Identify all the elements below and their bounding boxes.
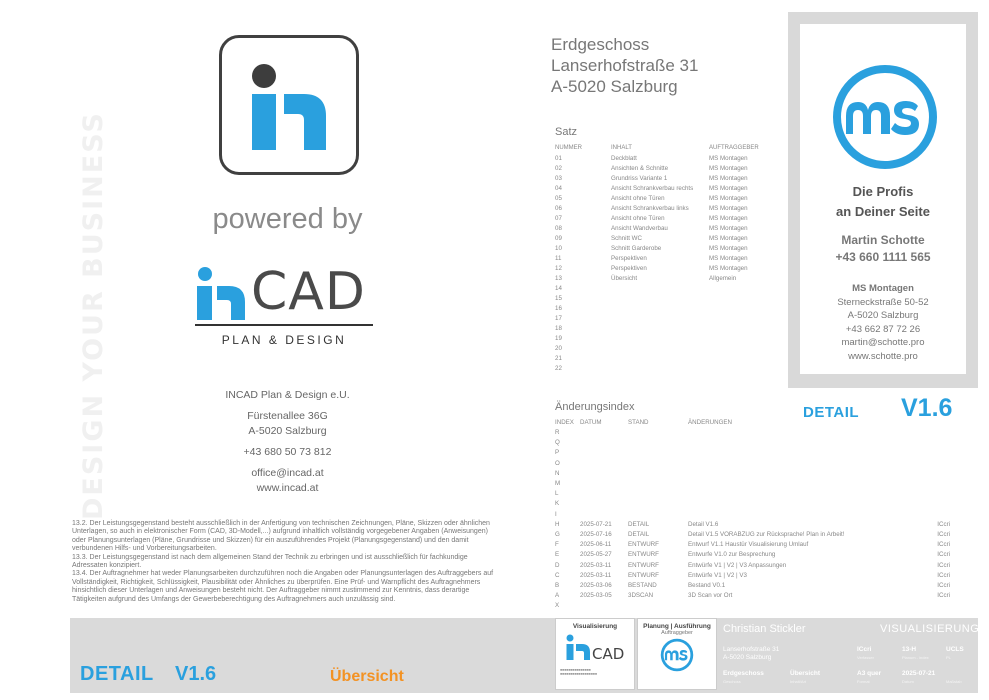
card-company-email: martin@schotte.pro xyxy=(841,337,925,348)
satz-cell: MS Montagen xyxy=(709,265,748,272)
aenderung-header-date: DATUM xyxy=(580,419,602,426)
footer-planung-box xyxy=(637,618,717,690)
footer-format-sub: Format xyxy=(857,679,870,684)
satz-title: Satz xyxy=(555,126,578,138)
aenderung-cell: B xyxy=(555,582,560,589)
card-slogan-line: Die Profis xyxy=(852,184,914,199)
company-email: office@incad.at xyxy=(251,467,324,479)
footer-scale-sub: Maßstab xyxy=(946,679,962,684)
footer-ucls-sub: PL xyxy=(946,655,951,660)
satz-cell: Schnitt WC xyxy=(611,235,642,242)
satz-cell: 13 xyxy=(555,275,562,282)
aenderung-cell: E xyxy=(555,551,560,559)
aenderung-row xyxy=(555,531,950,541)
aenderung-cell: 2025-06-11 xyxy=(580,541,612,549)
aenderung-cell: ICcri xyxy=(937,582,950,589)
aenderung-cell: F xyxy=(555,541,559,549)
footer-author-code-sub: Verfasser xyxy=(857,655,874,660)
aenderung-cell: ICcri xyxy=(937,571,950,579)
footer-plan-type: VISUALISIERUNG xyxy=(880,623,980,635)
aenderung-cell: Entwurfe V1.0 zur Besprechung xyxy=(688,551,776,559)
company-city: A-5020 Salzburg xyxy=(248,425,327,437)
company-phone: +43 680 50 73 812 xyxy=(243,446,332,458)
footer-floor: Erdgeschoss xyxy=(723,670,764,677)
card-company-street: Sterneckstraße 50-52 xyxy=(837,296,929,308)
footer-date: 2025-07-21 xyxy=(902,670,936,677)
aenderung-row xyxy=(555,449,950,459)
satz-cell: 04 xyxy=(555,185,562,192)
satz-cell: Perspektiven xyxy=(611,255,647,262)
company-contact xyxy=(170,388,405,496)
aenderung-row xyxy=(555,602,950,612)
satz-cell: Ansicht Wandverbau xyxy=(611,225,668,232)
aenderung-cell: K xyxy=(555,500,560,508)
footer-author-name: Christian Stickler xyxy=(723,623,806,635)
card-slogan-line: an Deiner Seite xyxy=(836,204,930,219)
satz-header-client: AUFTRAGGEBER xyxy=(709,145,759,151)
aenderung-cell: Detail V1.5 VORABZUG zur Rücksprache! Plan in Arbeit! xyxy=(688,531,845,538)
aenderung-cell: ICcri xyxy=(937,531,950,538)
legal-line: Unterlagen, so auch in elektronischer Form (CAD, 3D-Modell,...) aufgrund inhaltlich vollständig vorgegebener Angaben (Anweisungen) xyxy=(72,528,488,536)
satz-cell: Ansicht Schrankverbau links xyxy=(611,205,689,212)
satz-cell: 18 xyxy=(555,325,562,332)
aenderung-cell: D xyxy=(555,561,560,569)
aenderung-cell: ICcri xyxy=(937,541,950,549)
incad-tagline: PLAN & DESIGN xyxy=(221,333,347,347)
satz-cell: 14 xyxy=(555,285,562,292)
satz-cell: 15 xyxy=(555,295,562,302)
incad-divider xyxy=(195,324,373,326)
project-floor: Erdgeschoss xyxy=(551,35,650,54)
footer-floor-sub: Geschoss xyxy=(723,679,741,684)
aenderung-row xyxy=(555,490,950,500)
aenderung-cell: ICcri xyxy=(937,551,950,559)
footer-version-label: V1.6 xyxy=(175,663,217,685)
satz-cell: 19 xyxy=(555,335,562,342)
aenderung-row xyxy=(555,592,950,602)
aenderung-cell: DETAIL xyxy=(628,520,650,528)
incad-small-logo-icon xyxy=(565,633,625,663)
satz-cell: 20 xyxy=(555,345,562,352)
aenderung-header-state: STAND xyxy=(628,419,649,426)
aenderung-row xyxy=(555,562,950,572)
company-street: Fürstenallee 36G xyxy=(247,410,328,422)
legal-line: 13.2. Der Leistungsgegenstand besteht ausschließlich in der Anfertigung von technischen Zeichnungen, Pläne, Skizzen oder ähnlichen xyxy=(72,520,490,527)
satz-cell: Schnitt Garderobe xyxy=(611,245,662,252)
aenderung-cell: Entwürfe V1 | V2 | V3 xyxy=(688,571,747,579)
aenderung-cell: 2025-03-06 xyxy=(580,582,612,589)
version-label: V1.6 xyxy=(901,394,953,422)
card-company-web: www.schotte.pro xyxy=(848,350,918,362)
aenderung-header-index: INDEX xyxy=(555,419,574,426)
aenderung-cell: 2025-03-11 xyxy=(580,571,612,579)
footer-plan-index-sub: Planum - index xyxy=(902,655,929,660)
project-address xyxy=(551,34,698,97)
aenderung-cell: DETAIL xyxy=(628,531,650,538)
aenderung-cell: Entwürfe V1 | V2 | V3 Anpassungen xyxy=(688,561,787,569)
satz-cell: MS Montagen xyxy=(709,245,748,252)
aenderung-row xyxy=(555,541,950,551)
satz-cell: Übersicht xyxy=(611,275,638,282)
satz-cell: Ansicht ohne Türen xyxy=(611,195,665,202)
satz-cell: Deckblatt xyxy=(611,155,637,162)
aenderung-cell: P xyxy=(555,449,560,457)
footer-vis-title: Visualisierung xyxy=(572,623,618,630)
aenderung-row xyxy=(555,500,950,510)
aenderung-cell: A xyxy=(555,592,560,600)
aenderung-cell: ICcri xyxy=(937,561,950,569)
aenderung-row xyxy=(555,460,950,470)
satz-cell: Grundriss Variante 1 xyxy=(611,175,668,182)
legal-line: 13.4. Der Auftragnehmer hat weder Planungsarbeiten durchzuführen noch die Angaben oder Planungsunterlagen des Auftraggebers auf xyxy=(72,570,494,578)
card-slogan xyxy=(800,182,966,222)
aenderung-cell: X xyxy=(555,602,560,610)
satz-cell: Perspektiven xyxy=(611,265,647,272)
footer-content-sub: Inhalt/Art xyxy=(790,679,807,684)
satz-header-number: NUMMER xyxy=(555,145,582,151)
satz-cell: 03 xyxy=(555,175,562,182)
footer-date-sub: Datum xyxy=(902,679,914,684)
satz-cell: MS Montagen xyxy=(709,185,748,192)
aenderung-cell: 3DSCAN xyxy=(628,592,654,600)
satz-cell: 09 xyxy=(555,235,562,242)
aenderung-cell: R xyxy=(555,429,560,436)
incad-wordmark-text: CAD xyxy=(251,262,366,322)
aenderung-row xyxy=(555,572,950,582)
aenderung-cell: ENTWURF xyxy=(628,541,659,549)
company-name: INCAD Plan & Design e.U. xyxy=(225,389,350,401)
footer-overview-label: Übersicht xyxy=(330,668,404,685)
footer-content: Übersicht xyxy=(790,670,820,677)
satz-cell: 21 xyxy=(555,355,562,362)
footer-aus-title: Planung | Ausführung xyxy=(643,623,711,630)
satz-cell: 05 xyxy=(555,195,562,202)
aenderung-cell: C xyxy=(555,571,560,579)
satz-cell: Ansichten & Schnitte xyxy=(611,165,669,172)
satz-cell: MS Montagen xyxy=(709,215,748,222)
aenderung-header xyxy=(555,419,950,429)
satz-cell: 16 xyxy=(555,305,562,312)
satz-cell: 12 xyxy=(555,265,562,272)
card-company-phone: +43 662 87 72 26 xyxy=(845,323,921,335)
project-city: A-5020 Salzburg xyxy=(551,77,678,96)
satz-cell: 06 xyxy=(555,205,562,212)
aenderung-cell: ENTWURF xyxy=(628,571,659,579)
watermark-text: DESIGN YOUR BUSINESS xyxy=(78,111,109,520)
aenderung-cell: M xyxy=(555,480,561,487)
aenderung-cell: N xyxy=(555,469,560,477)
footer-ucls: UCLS xyxy=(946,646,964,653)
legal-line: oder Planungsunterlagen (Pläne, Grundrisse und Skizzen) für ein auszuführendes Projekt (Planungsgegenstand) und den damit xyxy=(72,536,469,544)
satz-cell: MS Montagen xyxy=(709,205,748,212)
aenderung-header-changes: ÄNDERUNGEN xyxy=(688,419,733,426)
legal-line: hinsichtlich dieser Unterlagen und Anweisungen besteht nicht. Der Auftraggeber nimmt zustimmend zur Kenntnis, dass derartige xyxy=(72,587,470,595)
satz-cell: 07 xyxy=(555,215,562,222)
satz-cell: MS Montagen xyxy=(709,225,748,232)
card-company-contact xyxy=(800,282,966,363)
aenderung-cell: ENTWURF xyxy=(628,551,659,559)
satz-cell: 22 xyxy=(555,365,562,372)
aenderung-cell: 2025-07-21 xyxy=(580,520,612,528)
footer-addr2: A-5020 Salzburg xyxy=(723,654,772,661)
card-person-name: Martin Schotte xyxy=(841,233,925,247)
detail-label: DETAIL xyxy=(803,404,860,421)
satz-cell: MS Montagen xyxy=(709,255,748,262)
satz-cell: Allgemein xyxy=(709,275,737,282)
footer-plan-index: 13-H xyxy=(902,646,917,653)
aenderung-cell: O xyxy=(555,459,560,467)
aenderung-cell: H xyxy=(555,520,560,528)
satz-cell: MS Montagen xyxy=(709,195,748,202)
aenderung-cell: 2025-03-05 xyxy=(580,592,612,600)
project-street: Lanserhofstraße 31 xyxy=(551,56,699,75)
aenderung-row xyxy=(555,429,950,439)
legal-line: 13.3. Der Leistungsgegenstand ist nach dem allgemeinen Stand der Technik zu erbringen und ist ausschließlich für fachkundige xyxy=(72,553,468,561)
legal-line: verbundenen Hilfs- und Vorbereitungsarbeiten. xyxy=(72,545,217,553)
satz-cell: MS Montagen xyxy=(709,165,748,172)
aenderung-cell: BESTAND xyxy=(628,582,657,589)
satz-cell: MS Montagen xyxy=(709,155,748,162)
aenderung-cell: Bestand V0.1 xyxy=(688,582,726,589)
aenderung-row xyxy=(555,551,950,561)
aenderung-cell: ENTWURF xyxy=(628,561,659,569)
powered-by-label: powered by xyxy=(212,203,363,235)
aenderung-row xyxy=(555,521,950,531)
aenderung-cell: ICcri xyxy=(937,520,950,528)
satz-cell: 10 xyxy=(555,245,562,252)
ms-small-logo-icon xyxy=(660,638,694,672)
incad-logo-icon xyxy=(219,35,359,175)
aenderung-cell: Detail V1.6 xyxy=(688,520,719,528)
card-company-name: MS Montagen xyxy=(852,283,914,294)
satz-cell: 01 xyxy=(555,155,562,162)
satz-cell: 17 xyxy=(555,315,562,322)
legal-text xyxy=(72,520,542,604)
satz-cell: 11 xyxy=(555,255,562,262)
aenderung-row xyxy=(555,439,950,449)
aenderung-cell: I xyxy=(555,510,557,518)
satz-cell: MS Montagen xyxy=(709,235,748,242)
aenderung-cell: 2025-03-11 xyxy=(580,561,612,569)
aenderung-cell: 2025-07-16 xyxy=(580,531,612,538)
satz-cell: 08 xyxy=(555,225,562,232)
satz-cell: Ansicht ohne Türen xyxy=(611,215,665,222)
aenderung-cell: G xyxy=(555,531,560,538)
footer-addr1: Lanserhofstraße 31 xyxy=(723,646,780,653)
aenderung-cell: Q xyxy=(555,439,560,447)
satz-cell: MS Montagen xyxy=(709,175,748,182)
aenderung-row xyxy=(555,470,950,480)
ms-logo-icon xyxy=(830,62,940,172)
card-person xyxy=(800,232,966,266)
legal-line: Vollständigkeit, Richtigkeit, Schlüssigkeit, Plausibilität oder Ähnliches zu überprüfen. Eine Prüf- und Warnpflicht des Auftragnehmers xyxy=(72,578,481,586)
aenderung-row xyxy=(555,511,950,521)
footer-detail-label: DETAIL xyxy=(80,663,154,685)
satz-header-content: INHALT xyxy=(611,145,632,151)
contact-card xyxy=(800,24,966,374)
footer-aus-sub: Auftraggeber xyxy=(661,630,693,636)
card-company-city: A-5020 Salzburg xyxy=(847,310,919,321)
company-web: www.incad.at xyxy=(256,482,319,494)
satz-cell: 02 xyxy=(555,165,562,172)
aenderung-cell: 2025-05-27 xyxy=(580,551,612,559)
aenderung-row xyxy=(555,582,950,592)
footer-author-code: ICcri xyxy=(857,646,872,653)
aenderung-row xyxy=(555,480,950,490)
aenderung-cell: ICcri xyxy=(937,592,950,600)
aenderung-title: Änderungsindex xyxy=(555,401,635,413)
aenderung-cell: Entwurf V1.1 Haustür Visualisierung Umlauf xyxy=(688,541,809,549)
legal-line: Adressaten konzipiert. xyxy=(72,562,142,570)
legal-line: Tätigkeiten aufgrund des Umfangs der Gewerbeberechtigung des Auftragnehmers auch unzulässig sind. xyxy=(72,595,396,603)
footer-visualisierung-box: Visualisierung CAD ■■■■■■■■■■■■■■■ ■■■■■■■■■■■■■■■■■■ xyxy=(555,618,635,690)
satz-cell: Ansicht Schrankverbau rechts xyxy=(611,185,694,192)
card-person-phone: +43 660 1111 565 xyxy=(835,250,931,264)
footer-format: A3 quer xyxy=(857,670,882,677)
svg-text:CAD: CAD xyxy=(592,645,625,663)
aenderung-cell: L xyxy=(555,490,559,498)
aenderung-cell: 3D Scan vor Ort xyxy=(688,592,733,600)
